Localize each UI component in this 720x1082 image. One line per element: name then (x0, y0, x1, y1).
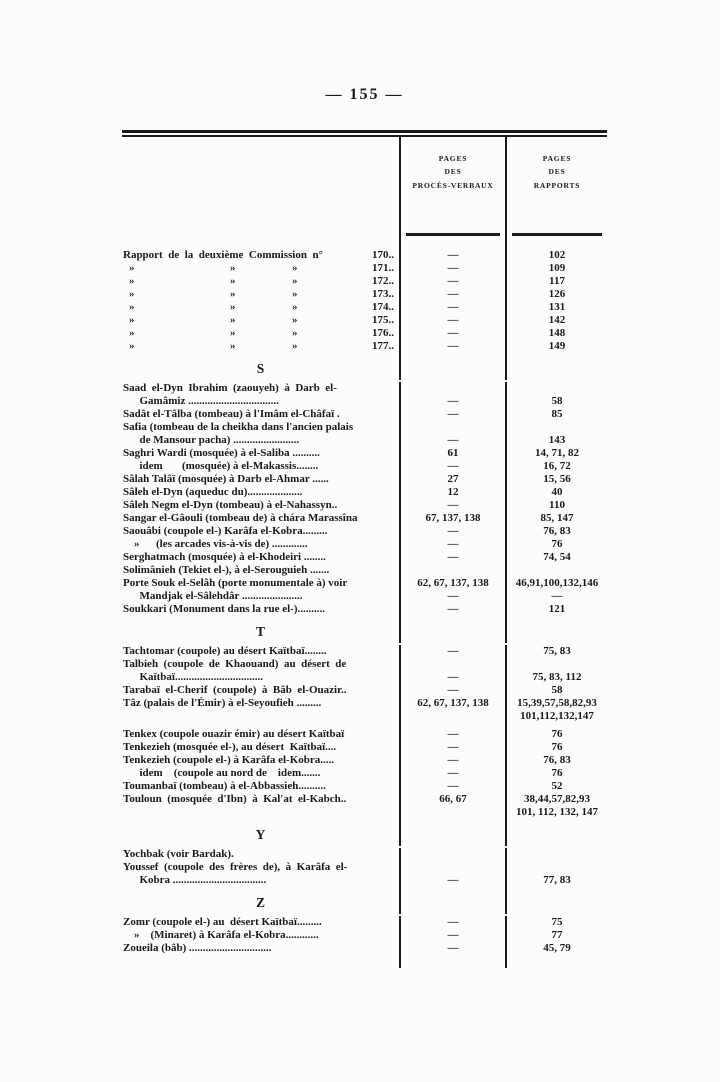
pages-proces-verbaux-value: — (399, 551, 505, 564)
index-entry-row (122, 723, 607, 741)
pages-rapports-value: 85, 147 (505, 512, 607, 525)
pages-rapports-value (505, 564, 607, 577)
pages-rapports-value: 101, 112, 132, 147 (505, 806, 607, 819)
pages-proces-verbaux-value (399, 564, 505, 577)
ditto-mark: » (292, 287, 298, 300)
index-entry-row (122, 327, 607, 340)
ditto-mark: » (230, 339, 236, 352)
pages-rapports-value: 38,44,57,82,93 (505, 793, 607, 806)
index-entry-row (122, 929, 607, 942)
index-entry-row (122, 754, 607, 767)
entry-description: Youssef (coupole des frères de), à Karâfa el- (123, 860, 348, 873)
index-entry-row (122, 499, 607, 512)
entry-description: Touloun (mosquée d'Ibn) à Kal'at el-Kabch.. (123, 792, 347, 805)
section-letter: Z (255, 894, 266, 910)
pages-proces-verbaux-value: — (399, 684, 505, 697)
entry-description: Saad el-Dyn Ibrahim (zaouyeh) à Darb el- (123, 381, 337, 394)
entry-description (122, 301, 399, 314)
index-table (122, 130, 607, 968)
pages-proces-verbaux-value: — (399, 929, 505, 942)
header-rapports-line2: DES (548, 167, 566, 176)
pages-proces-verbaux-value: — (399, 767, 505, 780)
pages-rapports-value: 14, 71, 82 (505, 447, 607, 460)
pages-rapports-value: 75 (505, 916, 607, 929)
ditto-mark: » (292, 313, 298, 326)
pages-proces-verbaux-value: — (399, 340, 505, 353)
pages-proces-verbaux-value: — (399, 916, 505, 929)
pages-rapports-value: 109 (505, 262, 607, 275)
ditto-mark: » (230, 313, 236, 326)
pages-rapports-value: 149 (505, 340, 607, 353)
pages-rapports-value: 76 (505, 767, 607, 780)
pages-rapports-value: 76, 83 (505, 754, 607, 767)
index-entry-row (122, 512, 607, 525)
pages-proces-verbaux-value (399, 710, 505, 723)
pages-rapports-value: 16, 72 (505, 460, 607, 473)
pages-proces-verbaux-value: 61 (399, 447, 505, 460)
index-entry-row (122, 447, 607, 460)
pages-proces-verbaux-value: — (399, 525, 505, 538)
pages-rapports-value: 76 (505, 538, 607, 551)
pages-proces-verbaux-value: — (399, 603, 505, 616)
pages-rapports-value (505, 421, 607, 434)
entry-description: Safia (tombeau de la cheikha dans l'ancien palais (123, 420, 354, 433)
entry-description: Solimânieh (Tekiet el-), à el-Serouguieh ....... (123, 563, 330, 576)
pages-proces-verbaux-value: — (399, 395, 505, 408)
index-entry-row (122, 525, 607, 538)
entry-description: Zomr (coupole el-) au désert Kaïtbaï......... (123, 915, 322, 928)
entry-description: Tenkex (coupole ouazir émir) au désert Kaïtbaï (123, 727, 345, 740)
pages-rapports-value: 102 (505, 249, 607, 262)
index-entry-row (122, 645, 607, 658)
entry-description: idem (mosquée) à el-Makassis........ (123, 459, 319, 472)
index-entry-row (122, 314, 607, 327)
entry-description (122, 249, 399, 262)
header-spacer-row (122, 236, 607, 249)
pages-rapports-value (505, 861, 607, 874)
index-entry-row (122, 710, 607, 723)
pages-proces-verbaux-value: — (399, 275, 505, 288)
entry-description: Tenkezieh (mosquée el-), au désert Kaïtbaï.... (123, 740, 337, 753)
pages-proces-verbaux-value (399, 806, 505, 819)
entry-description (122, 275, 399, 288)
ditto-mark: » (292, 326, 298, 339)
entry-description: Kaïtbaï................................ (123, 670, 263, 683)
ditto-mark: » (292, 261, 298, 274)
pages-rapports-value: — (505, 590, 607, 603)
index-entry-row (122, 767, 607, 780)
pages-proces-verbaux-value: — (399, 671, 505, 684)
entry-description (122, 806, 399, 819)
index-entry-row (122, 473, 607, 486)
entry-description: Talbieh (coupole de Khaouand) au désert de (123, 657, 347, 670)
index-entry-row (122, 658, 607, 671)
ditto-mark: » (129, 261, 135, 274)
pages-proces-verbaux-value (399, 658, 505, 671)
ditto-mark: » (230, 274, 236, 287)
pages-rapports-value: 148 (505, 327, 607, 340)
section-heading-row (122, 353, 607, 382)
table-bottom-spacer-row (122, 955, 607, 968)
entry-description: Sâleh el-Dyn (aqueduc du).................... (123, 485, 303, 498)
pages-rapports-value: 142 (505, 314, 607, 327)
section-heading-row (122, 819, 607, 848)
entry-description: Yochbak (voir Bardak). (123, 847, 234, 860)
index-entry-row (122, 590, 607, 603)
pages-rapports-value (505, 616, 607, 643)
pages-rapports-value: 131 (505, 301, 607, 314)
index-entry-row (122, 684, 607, 697)
entry-description: Toumanbaï (tombeau) à el-Abbassieh.......... (123, 779, 326, 792)
index-entry-row (122, 603, 607, 616)
entry-description: Kobra .................................. (123, 873, 267, 886)
index-entry-row (122, 697, 607, 710)
pages-proces-verbaux-value: — (399, 590, 505, 603)
ditto-mark: » (230, 287, 236, 300)
index-entry-row (122, 780, 607, 793)
entry-description: Tachtomar (coupole) au désert Kaïtbaï........ (123, 644, 327, 657)
section-letter: Y (255, 826, 267, 842)
pages-proces-verbaux-value: — (399, 499, 505, 512)
header-proces-verbaux-line2: DES (444, 167, 462, 176)
pages-rapports-value: 126 (505, 288, 607, 301)
entry-description: idem (coupole au nord de idem....... (123, 766, 321, 779)
pages-proces-verbaux-value: 12 (399, 486, 505, 499)
pages-proces-verbaux-value: 62, 67, 137, 138 (399, 577, 505, 590)
entry-description (122, 288, 399, 301)
header-rapports-line1: PAGES (542, 153, 572, 163)
pages-rapports-value (505, 382, 607, 395)
pages-proces-verbaux-value: — (399, 780, 505, 793)
commission-number: 170.. (372, 248, 394, 261)
entry-description (122, 327, 399, 340)
entry-description: Sâlah Talâï (mosquée) à Darb el-Ahmar ...... (123, 472, 329, 485)
pages-proces-verbaux-value: — (399, 314, 505, 327)
index-entry-row (122, 551, 607, 564)
ditto-mark: » (129, 300, 135, 313)
pages-rapports-value: 76, 83 (505, 525, 607, 538)
pages-rapports-value (505, 887, 607, 914)
pages-rapports-value: 15,39,57,58,82,93 (505, 697, 607, 710)
commission-number: 175.. (372, 313, 394, 326)
entry-description: Saouâbi (coupole el-) Karâfa el-Kobra......... (123, 524, 328, 537)
pages-proces-verbaux-value: — (399, 538, 505, 551)
pages-rapports-value: 121 (505, 603, 607, 616)
index-entry-row (122, 382, 607, 395)
pages-rapports-value (505, 658, 607, 671)
commission-number: 172.. (372, 274, 394, 287)
header-rapports-line3: RAPPORTS (533, 180, 581, 190)
entry-description: Porte Souk el-Selâh (porte monumentale à) voir (123, 576, 348, 589)
index-entry-row (122, 340, 607, 353)
entry-description: Sadât el-Tâlba (tombeau) à l'Imâm el-Châfaï . (123, 407, 340, 420)
section-heading-row (122, 887, 607, 916)
pages-proces-verbaux-value: — (399, 301, 505, 314)
pages-rapports-value: 76 (505, 741, 607, 754)
index-entry-row (122, 486, 607, 499)
entry-text: Rapport de la deuxième Commission n° (123, 248, 323, 261)
entry-description: Mandjak el-Sâlehdâr ...................... (123, 589, 303, 602)
index-entry-row (122, 806, 607, 819)
pages-rapports-value: 45, 79 (505, 942, 607, 955)
ditto-mark: » (292, 274, 298, 287)
pages-rapports-value: 74, 54 (505, 551, 607, 564)
index-entry-row (122, 301, 607, 314)
page-number: — 155 — (325, 86, 404, 103)
entry-description: Gamâmiz ................................. (123, 394, 279, 407)
index-entry-row (122, 942, 607, 955)
commission-number: 177.. (372, 339, 394, 352)
index-entry-row (122, 564, 607, 577)
commission-number: 174.. (372, 300, 394, 313)
pages-rapports-value: 58 (505, 684, 607, 697)
pages-rapports-value: 46,91,100,132,146 (505, 577, 607, 590)
commission-number: 176.. (372, 326, 394, 339)
pages-proces-verbaux-value: — (399, 741, 505, 754)
ditto-mark: » (292, 300, 298, 313)
pages-rapports-value: 52 (505, 780, 607, 793)
section-letter: T (255, 623, 266, 639)
pages-rapports-value: 76 (505, 723, 607, 741)
pages-rapports-value: 77 (505, 929, 607, 942)
index-entry-row (122, 874, 607, 887)
header-proces-verbaux (399, 137, 505, 236)
entry-description: Serghatmach (mosquée) à el-Khodeiri ........ (123, 550, 326, 563)
pages-rapports-value: 40 (505, 486, 607, 499)
entry-description (122, 314, 399, 327)
index-entry-row (122, 577, 607, 590)
pages-proces-verbaux-value (399, 861, 505, 874)
commission-number: 171.. (372, 261, 394, 274)
entry-description (122, 340, 399, 353)
ditto-mark: » (129, 274, 135, 287)
pages-rapports-value: 15, 56 (505, 473, 607, 486)
entry-description: Zoueila (bâb) .............................. (123, 941, 272, 954)
entry-description: de Mansour pacha) ........................ (123, 433, 300, 446)
ditto-mark: » (230, 326, 236, 339)
pages-proces-verbaux-value (399, 848, 505, 861)
ditto-mark: » (129, 326, 135, 339)
pages-rapports-value (505, 819, 607, 846)
pages-proces-verbaux-value: — (399, 942, 505, 955)
section-letter: S (256, 360, 266, 376)
pages-proces-verbaux-value: — (399, 460, 505, 473)
table-header-row (122, 137, 607, 236)
index-entry-row (122, 395, 607, 408)
index-entry-row (122, 434, 607, 447)
index-entry-row (122, 460, 607, 473)
pages-proces-verbaux-value (399, 616, 505, 643)
pages-rapports-value: 75, 83 (505, 645, 607, 658)
commission-number: 173.. (372, 287, 394, 300)
index-entry-row (122, 421, 607, 434)
index-entry-row (122, 288, 607, 301)
entry-description: Sâleh Negm el-Dyn (tombeau) à el-Nahassyn.. (123, 498, 338, 511)
pages-rapports-value: 75, 83, 112 (505, 671, 607, 684)
pages-proces-verbaux-value: 62, 67, 137, 138 (399, 697, 505, 710)
entry-description: » (Minaret) à Karâfa el-Kobra............ (123, 928, 319, 941)
pages-rapports-value: 101,112,132,147 (505, 710, 607, 723)
entry-description (122, 710, 399, 723)
pages-proces-verbaux-value: — (399, 723, 505, 741)
header-proces-verbaux-line3: PROCÈS-VERBAUX (412, 180, 494, 190)
pages-proces-verbaux-value: — (399, 249, 505, 262)
entry-description: Saghri Wardi (mosquée) à el-Saliba .......... (123, 446, 320, 459)
ditto-mark: » (292, 339, 298, 352)
entry-description: Tenkezieh (coupole el-) à Karâfa el-Kobra..... (123, 753, 335, 766)
pages-rapports-value (505, 848, 607, 861)
index-entry-row (122, 249, 607, 262)
index-entry-row (122, 741, 607, 754)
entry-description (122, 262, 399, 275)
index-entry-row (122, 538, 607, 551)
index-entry-row (122, 408, 607, 421)
pages-rapports-value: 143 (505, 434, 607, 447)
index-entry-row (122, 275, 607, 288)
pages-proces-verbaux-value (399, 887, 505, 914)
entry-description: Soukkari (Monument dans la rue el-).......... (123, 602, 325, 615)
pages-rapports-value: 117 (505, 275, 607, 288)
pages-proces-verbaux-value: — (399, 754, 505, 767)
pages-proces-verbaux-value: 27 (399, 473, 505, 486)
index-entry-row (122, 671, 607, 684)
index-entry-row (122, 848, 607, 861)
header-empty-cell (122, 137, 399, 221)
pages-proces-verbaux-value: 67, 137, 138 (399, 512, 505, 525)
pages-proces-verbaux-value: — (399, 288, 505, 301)
section-heading-row (122, 616, 607, 645)
pages-proces-verbaux-value: — (399, 874, 505, 887)
pages-proces-verbaux-value: — (399, 645, 505, 658)
pages-rapports-value (505, 353, 607, 380)
pages-proces-verbaux-value (399, 353, 505, 380)
ditto-mark: » (129, 339, 135, 352)
ditto-mark: » (230, 261, 236, 274)
index-entry-row (122, 262, 607, 275)
ditto-mark: » (129, 313, 135, 326)
pages-rapports-value: 58 (505, 395, 607, 408)
header-proces-verbaux-line1: PAGES (438, 153, 468, 163)
pages-proces-verbaux-value: — (399, 262, 505, 275)
entry-description: Tarabaï el-Cherif (coupole) à Bâb el-Ouazir.. (123, 683, 347, 696)
pages-rapports-value: 77, 83 (505, 874, 607, 887)
table-body (122, 249, 607, 955)
pages-proces-verbaux-value: 66, 67 (399, 793, 505, 806)
index-entry-row (122, 861, 607, 874)
index-entry-row (122, 793, 607, 806)
pages-rapports-value: 85 (505, 408, 607, 421)
pages-proces-verbaux-value (399, 382, 505, 395)
header-rapports (505, 137, 607, 236)
pages-proces-verbaux-value: — (399, 434, 505, 447)
entry-description: Sangar el-Gâouli (tombeau de) à chára Marassîna (123, 511, 358, 524)
entry-description: Tâz (palais de l'Émir) à el-Seyoufieh ......... (123, 696, 322, 709)
ditto-mark: » (230, 300, 236, 313)
pages-rapports-value: 110 (505, 499, 607, 512)
entry-description: » (les arcades vis-à-vis de) ............. (123, 537, 308, 550)
index-entry-row (122, 916, 607, 929)
pages-proces-verbaux-value: — (399, 408, 505, 421)
pages-proces-verbaux-value (399, 819, 505, 846)
pages-proces-verbaux-value: — (399, 327, 505, 340)
ditto-mark: » (129, 287, 135, 300)
pages-proces-verbaux-value (399, 421, 505, 434)
